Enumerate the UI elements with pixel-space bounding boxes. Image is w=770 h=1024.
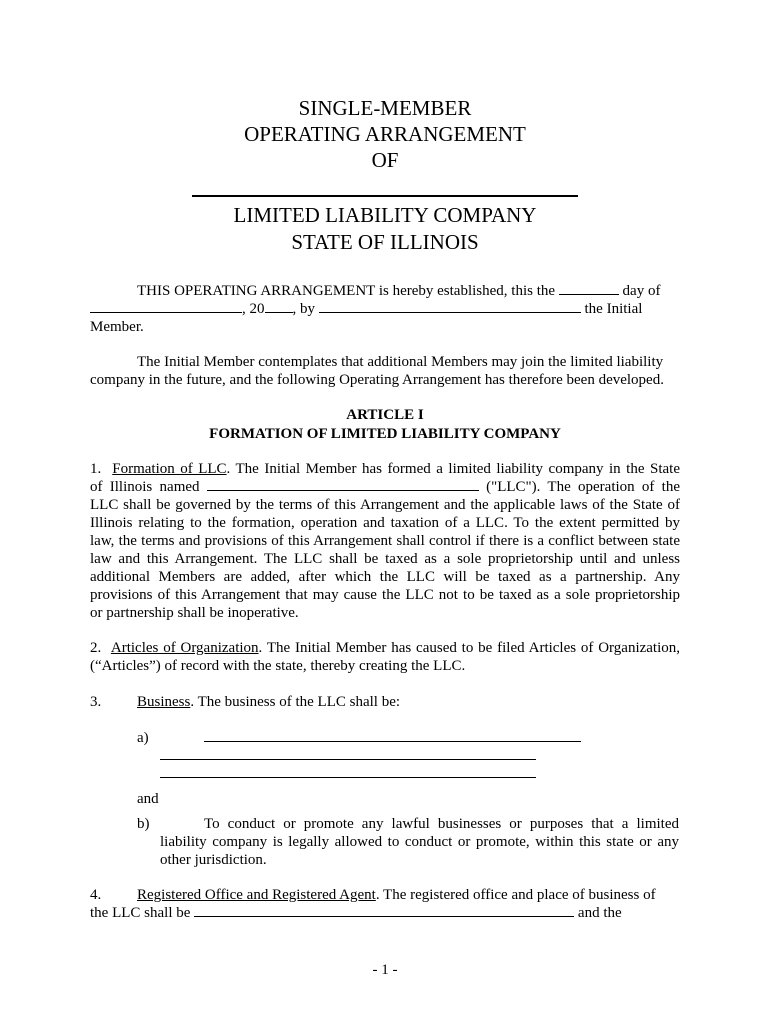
s3-a-label: a) [137, 730, 149, 746]
s3-b-line-1: To conduct or promote any lawful businesses or purposes that a limited [204, 816, 679, 832]
member-name-blank[interactable] [319, 300, 581, 313]
s4-line-1: Registered Office and Registered Agent. The registered office and place of business of [137, 887, 656, 903]
llc-name-blank[interactable] [207, 478, 479, 491]
intro-p2-line-2: company in the future, and the following Operating Arrangement has therefore been developed. [90, 372, 664, 388]
s3-number: 3. [90, 694, 102, 710]
business-blank-3[interactable] [160, 777, 536, 778]
s1-line-1: 1. Formation of LLC. The Initial Member has formed a limited liability company in the State [90, 461, 680, 477]
intro-line-2: , 20 , by the Initial [90, 300, 680, 318]
title-line-2: OPERATING ARRANGEMENT [244, 122, 526, 146]
s1-line-4: Illinois relating to the formation, operation and taxation of a LLC. To the extent permitted by [90, 515, 680, 531]
month-blank[interactable] [90, 300, 242, 313]
title-line-5: STATE OF ILLINOIS [291, 230, 479, 254]
article-title: FORMATION OF LIMITED LIABILITY COMPANY [209, 426, 561, 442]
registered-office-blank[interactable] [194, 904, 574, 917]
page-number: - 1 - [372, 962, 398, 978]
s3-b-line-3: other jurisdiction. [160, 852, 267, 868]
s2-line-2: (“Articles”) of record with the state, thereby creating the LLC. [90, 658, 466, 674]
s1-line-3: LLC shall be governed by the terms of this Arrangement and the applicable laws of the State of [90, 497, 680, 513]
s2-heading: Articles of Organization [110, 640, 259, 656]
s1-line-9: or partnership shall be inoperative. [90, 605, 299, 621]
s4-number: 4. [90, 887, 102, 903]
intro-line-3: Member. [90, 319, 144, 335]
s3-heading: Business [137, 694, 191, 710]
s2-line-1: 2. Articles of Organization. The Initial Member has caused to be filed Articles of Organization, [90, 640, 681, 656]
business-blank-2[interactable] [160, 759, 536, 760]
s4-line-2: the LLC shall be and the [90, 905, 622, 921]
title-line-4: LIMITED LIABILITY COMPANY [233, 203, 537, 227]
year-blank[interactable] [265, 300, 293, 313]
s1-line-5: law, the terms and provisions of this Arrangement shall control if there is a conflict between state [90, 533, 680, 549]
s4-heading: Registered Office and Registered Agent [137, 887, 376, 903]
s3-and: and [137, 791, 159, 807]
company-name-blank[interactable] [192, 195, 578, 197]
s1-line-7: additional Members are added, after which the LLC will be taxed as a partnership. Any [90, 569, 680, 585]
s3-b-label: b) [137, 816, 150, 832]
article-number: ARTICLE I [346, 407, 424, 423]
s1-line-6: law and this Arrangement. The LLC shall be taxed as a sole proprietorship until and unless [90, 551, 680, 567]
s1-line-8: provisions of this Arrangement that may cause the LLC not to be taxed as a sole proprietorship [90, 587, 680, 603]
day-blank[interactable] [559, 282, 619, 295]
s1-line-2: of Illinois named ("LLC"). The operation of the [90, 479, 681, 495]
title-line-1: SINGLE-MEMBER [298, 96, 472, 120]
s1-heading: Formation of LLC [112, 461, 227, 477]
intro-line-1: THIS OPERATING ARRANGEMENT is hereby established, this the day of [137, 283, 661, 299]
s3-line-1: Business. The business of the LLC shall be: [137, 694, 401, 710]
title-line-3: OF [371, 148, 399, 172]
s3-b-line-2: liability company is legally allowed to conduct or promote, within this state or any [160, 834, 679, 850]
intro-p2-line-1: The Initial Member contemplates that additional Members may join the limited liability [137, 354, 664, 370]
business-blank-1[interactable] [204, 741, 581, 742]
